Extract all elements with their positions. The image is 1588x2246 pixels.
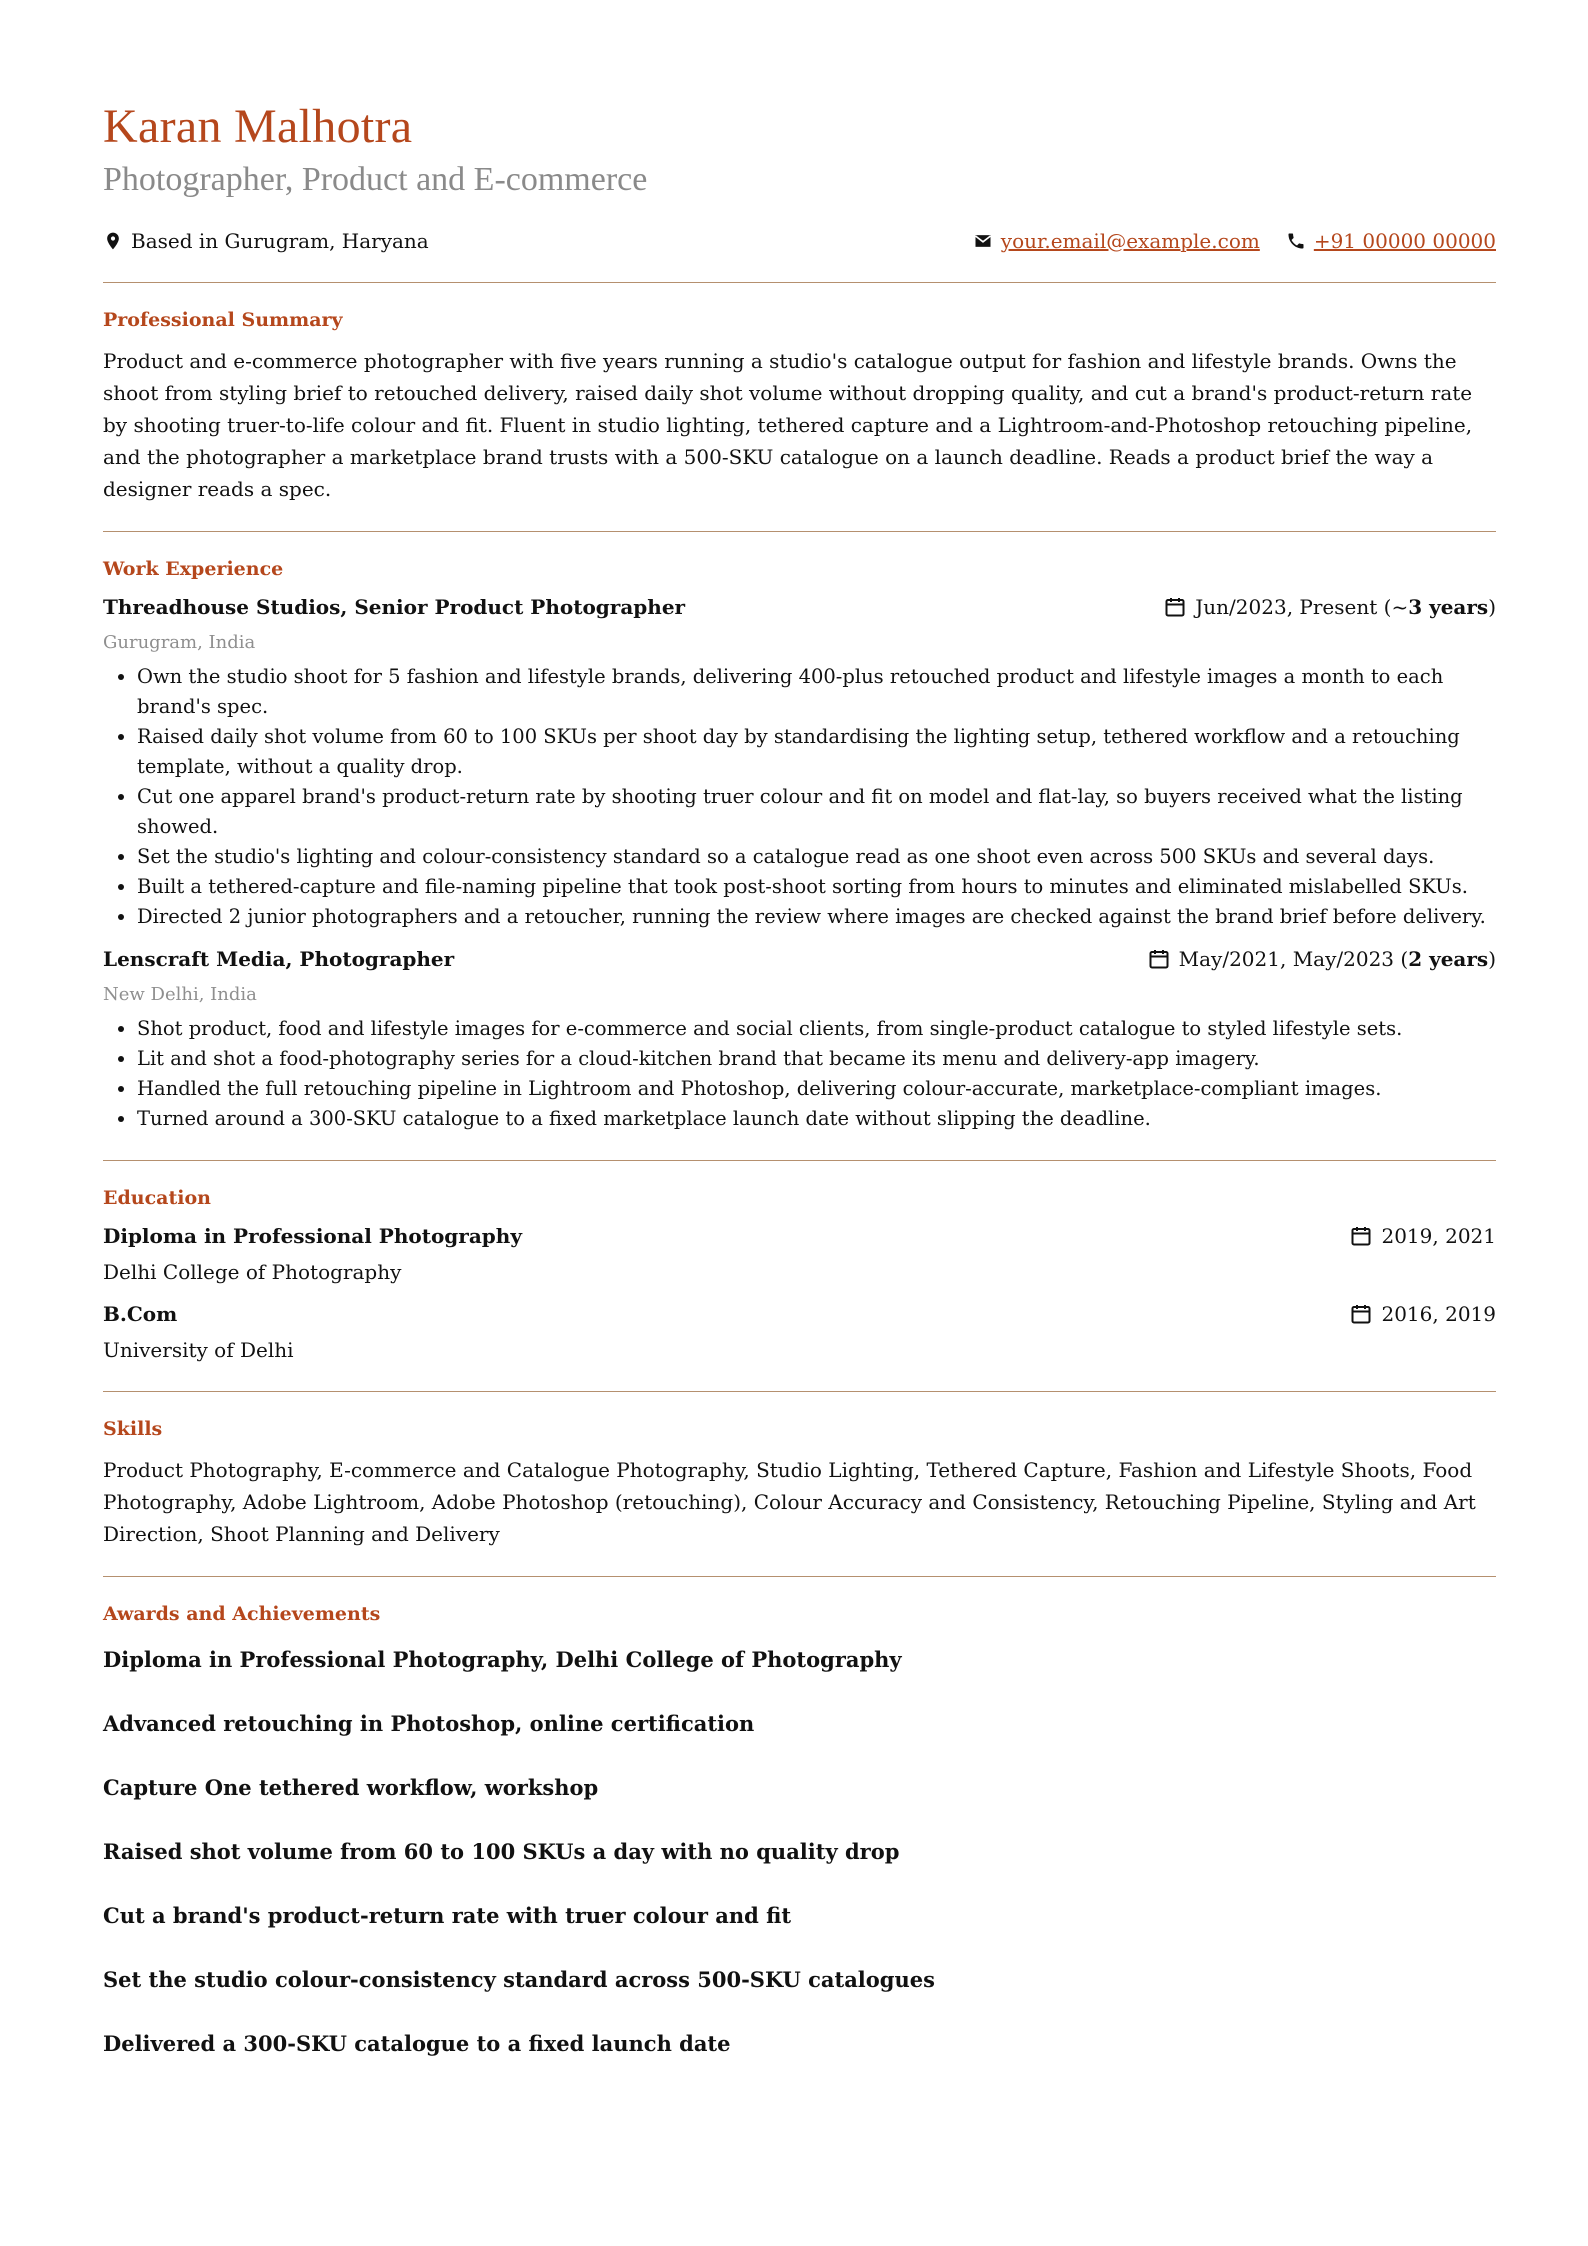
list-item: • Built a tethered-capture and file-naming pipeline that took post-shoot sorting from hours to minutes and eliminated mislabelled SKUs. (137, 872, 1496, 902)
school-name: Delhi College of Photography (103, 1260, 402, 1284)
list-item: • Turned around a 300-SKU catalogue to a fixed marketplace launch date without slipping the deadline. (137, 1104, 1496, 1134)
phone-item[interactable] (1286, 229, 1496, 253)
list-item: • Set the studio's lighting and colour-consistency standard so a catalogue read as one shoot even across 500 SKUs and several days. (137, 842, 1496, 872)
skills-section (103, 1418, 1496, 1550)
experience-heading: Work Experience (103, 558, 284, 580)
education-entry (103, 1221, 1496, 1287)
list-item: • Lit and shot a food-photography series for a cloud-kitchen brand that became its menu and delivery-app imagery. (137, 1044, 1496, 1074)
award-item: Capture One tethered workflow, workshop (103, 1775, 599, 1800)
location-text: Based in Gurugram, Haryana (131, 229, 429, 253)
email-link[interactable]: your.email@example.com (1000, 229, 1260, 253)
skills-heading: Skills (103, 1418, 163, 1440)
job-dates: May/2021, May/2023 ( 2 years ) (1147, 944, 1496, 974)
location-pin-icon (103, 231, 123, 251)
job-location: Gurugram, India (103, 632, 256, 653)
education-header (103, 1221, 1496, 1251)
list-item: • Handled the full retouching pipeline in Lightroom and Photoshop, delivering colour-accurate, marketplace-compliant images. (137, 1074, 1496, 1104)
education-dates: 2019, 2021 (1349, 1221, 1496, 1251)
phone-link[interactable]: +91 00000 00000 (1313, 229, 1496, 253)
divider (103, 1391, 1496, 1392)
award-item: Set the studio colour-consistency standard across 500-SKU catalogues (103, 1967, 935, 1992)
job-dates: Jun/2023, Present (~ 3 years ) (1163, 592, 1496, 622)
calendar-icon (1163, 595, 1187, 619)
award-item: Diploma in Professional Photography, Delhi College of Photography (103, 1647, 902, 1672)
job-location: New Delhi, India (103, 984, 257, 1005)
phone-icon (1286, 231, 1306, 251)
education-entry (103, 1299, 1496, 1365)
candidate-name: Karan Malhotra (103, 100, 413, 153)
list-item: • Directed 2 junior photographers and a retoucher, running the review where images are checked against the brand brief before delivery. (137, 902, 1496, 932)
education-section (103, 1187, 1496, 1365)
award-item: Raised shot volume from 60 to 100 SKUs a day with no quality drop (103, 1839, 900, 1864)
list-item: • Shot product, food and lifestyle images for e-commerce and social clients, from single-product catalogue to styled lifestyle sets. (137, 1014, 1496, 1044)
education-header (103, 1299, 1496, 1329)
divider (103, 531, 1496, 532)
job-entry (103, 592, 1496, 932)
job-entry (103, 944, 1496, 1134)
calendar-icon (1349, 1224, 1373, 1248)
education-heading: Education (103, 1187, 211, 1209)
skills-text: Product Photography, E-commerce and Catalogue Photography, Studio Lighting, Tethered Capture, Fashion and Lifestyle Shoots, Food Photography, Adobe Lightroom, Adobe Photoshop (retouching), Colour Accuracy and Consistency, Retouching Pipeline, Styling and Art Direction, Shoot Planning and Delivery (103, 1458, 1476, 1546)
email-item[interactable] (973, 229, 1260, 253)
summary-section (103, 309, 1496, 505)
school-name: University of Delhi (103, 1338, 294, 1362)
degree-title: Diploma in Professional Photography (103, 1224, 522, 1248)
candidate-title: Photographer, Product and E-commerce (103, 161, 648, 198)
award-item: Delivered a 300-SKU catalogue to a fixed launch date (103, 2031, 731, 2056)
divider (103, 282, 1496, 283)
calendar-icon (1349, 1302, 1373, 1326)
contact-bar (103, 226, 1496, 256)
awards-list (103, 1645, 1496, 2059)
award-item: Cut a brand's product-return rate with truer colour and fit (103, 1903, 792, 1928)
job-header (103, 592, 1496, 622)
list-item: • Own the studio shoot for 5 fashion and lifestyle brands, delivering 400-plus retouched product and lifestyle images a month to each brand's spec. (137, 662, 1496, 722)
list-item: • Cut one apparel brand's product-return rate by shooting truer colour and fit on model and flat-lay, so buyers received what the listing showed. (137, 782, 1496, 842)
education-dates: 2016, 2019 (1349, 1299, 1496, 1329)
summary-heading: Professional Summary (103, 309, 343, 331)
job-bullets (103, 662, 1496, 932)
job-header (103, 944, 1496, 974)
envelope-icon (973, 231, 993, 251)
degree-title: B.Com (103, 1302, 178, 1326)
job-title: Lenscraft Media, Photographer (103, 947, 455, 971)
divider (103, 1576, 1496, 1577)
awards-heading: Awards and Achievements (103, 1603, 381, 1625)
experience-section (103, 558, 1496, 1134)
list-item: • Raised daily shot volume from 60 to 100 SKUs per shoot day by standardising the lighting setup, tethered workflow and a retouching template, without a quality drop. (137, 722, 1496, 782)
location-item (103, 229, 429, 253)
calendar-icon (1147, 947, 1171, 971)
divider (103, 1160, 1496, 1161)
summary-text: Product and e-commerce photographer with five years running a studio's catalogue output for fashion and lifestyle brands. Owns the shoot from styling brief to retouched delivery, raised daily shot volume without dropping quality, and cut a brand's product-return rate by shooting truer-to-life colour and fit. Fluent in studio lighting, tethered capture and a Lightroom-and-Photoshop retouching pipeline, and the photographer a marketplace brand trusts with a 500-SKU catalogue on a launch deadline. Reads a product brief the way a designer reads a spec. (103, 349, 1473, 501)
job-bullets (103, 1014, 1496, 1134)
job-title: Threadhouse Studios, Senior Product Photographer (103, 595, 686, 619)
awards-section (103, 1603, 1496, 2059)
award-item: Advanced retouching in Photoshop, online certification (103, 1711, 755, 1736)
